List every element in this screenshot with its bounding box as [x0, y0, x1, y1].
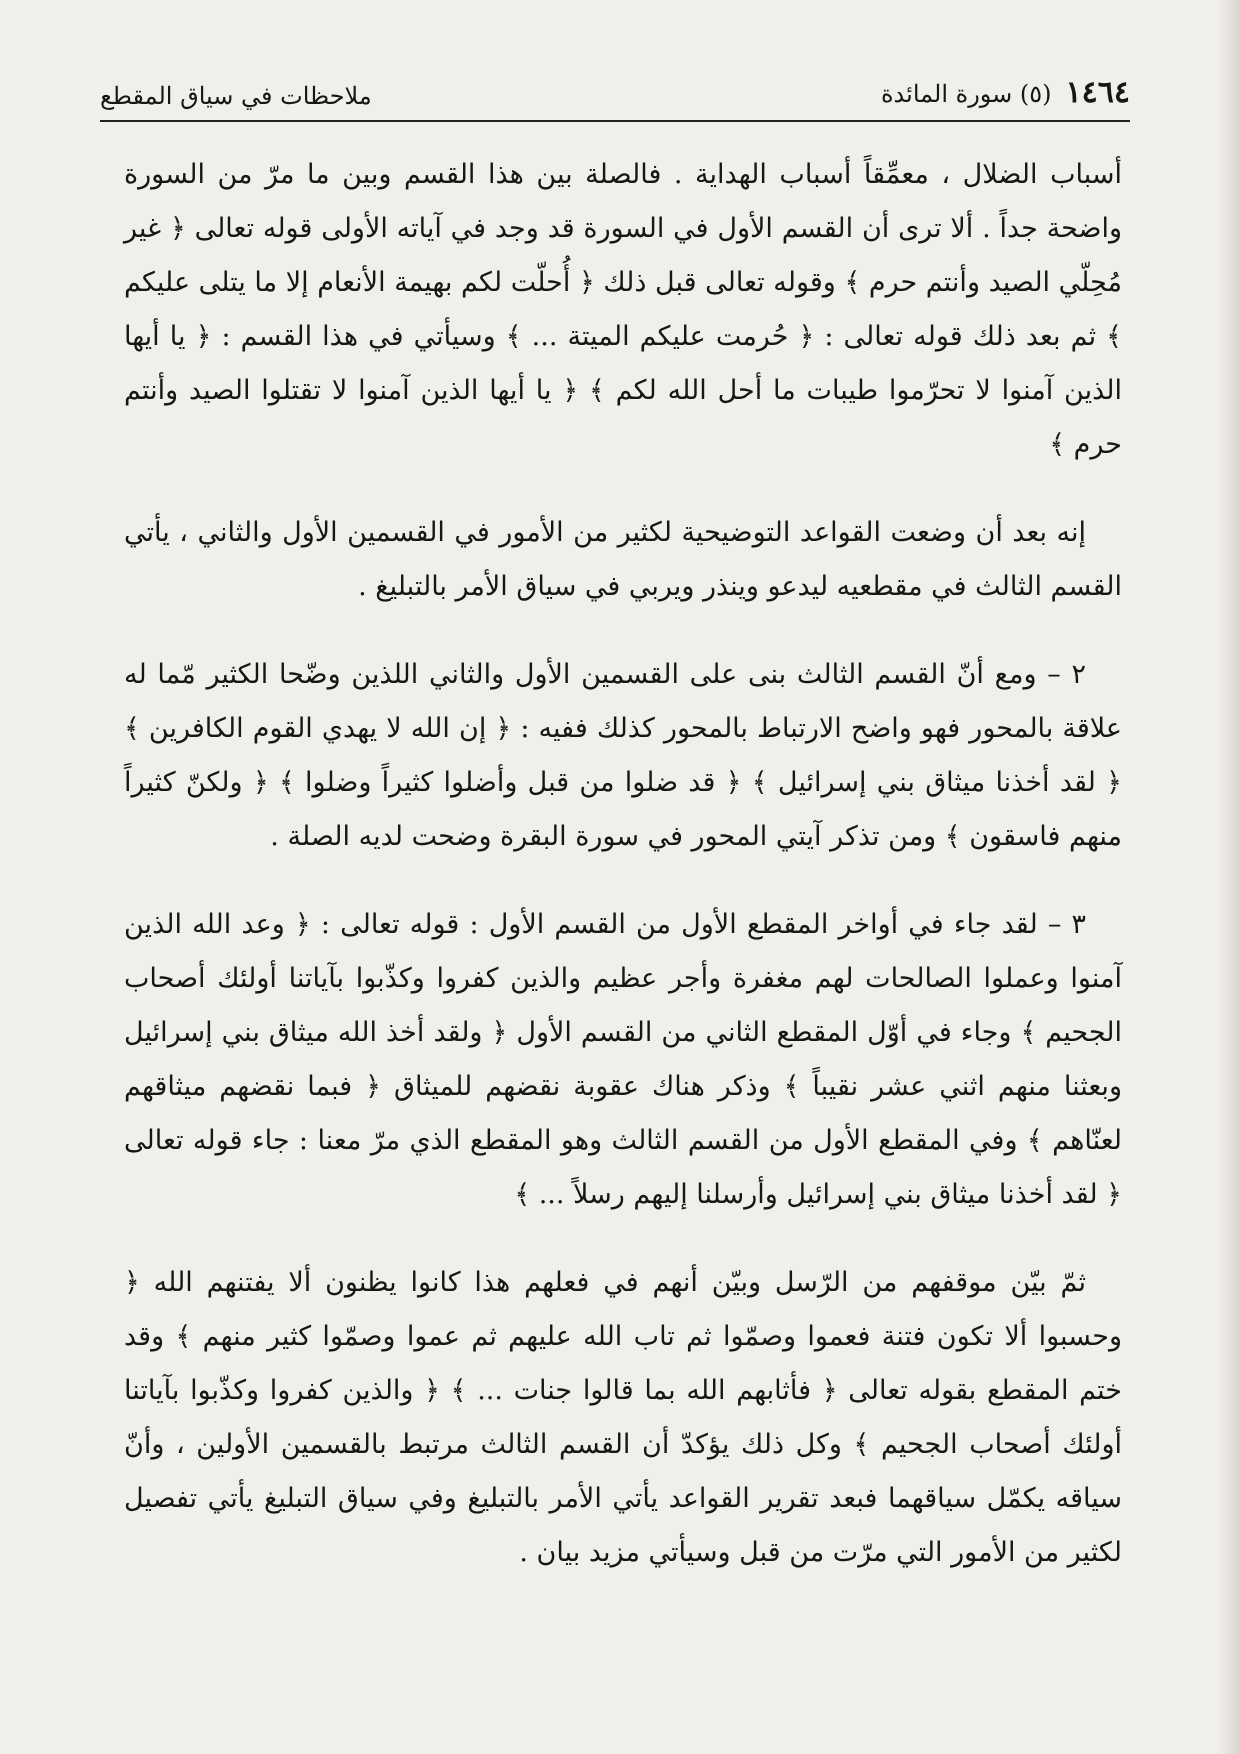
paragraph-2: إنه بعد أن وضعت القواعد التوضيحية لكثير من الأمور في القسمين الأول والثاني ، يأتي القسم الثالث في مقطعيه ليدعو وينذر ويربي في سياق الأمر بالتبليغ .	[124, 517, 1122, 602]
page-number: ١٤٦٤	[1065, 75, 1130, 110]
paragraph-5: ثمّ بيّن موقفهم من الرّسل وبيّن أنهم في فعلهم هذا كانوا يظنون ألا يفتنهم الله ﴿ وحسبوا ألا تكون فتنة فعموا وصمّوا ثم تاب الله عليهم ثم عموا وصمّوا كثير منهم ﴾ وقد ختم المقطع بقوله تعالى ﴿ فأثابهم الله بما قالوا جنات ... ﴾ ﴿ والذين كفروا وكذّبوا بآياتنا أولئك أصحاب الجحيم ﴾ وكل ذلك يؤكدّ أن القسم الثالث مرتبط بالقسمين الأولين ، وأنّ سياقه يكمّل سياقهما فبعد تقرير القواعد يأتي الأمر بالتبليغ وفي سياق التبليغ يأتي تفصيل لكثير من الأمور التي مرّت من قبل وسيأتي مزيد بيان .	[124, 1267, 1122, 1568]
page-body	[124, 148, 1122, 1614]
paragraph-4: ٣ – لقد جاء في أواخر المقطع الأول من القسم الأول : قوله تعالى : ﴿ وعد الله الذين آمنوا وعملوا الصالحات لهم مغفرة وأجر عظيم والذين كفروا وكذّبوا بآياتنا أولئك أصحاب الجحيم ﴾ وجاء في أوّل المقطع الثاني من القسم الأول ﴿ ولقد أخذ الله ميثاق بني إسرائيل وبعثنا منهم اثني عشر نقيباً ﴾ وذكر هناك عقوبة نقضهم للميثاق ﴿ فبما نقضهم ميثاقهم لعنّاهم ﴾ وفي المقطع الأول من القسم الثالث وهو المقطع الذي مرّ معنا : جاء قوله تعالى ﴿ لقد أخذنا ميثاق بني إسرائيل وأرسلنا إليهم رسلاً ... ﴾	[124, 909, 1122, 1210]
surah-name: (٥) سورة المائدة	[880, 80, 1052, 108]
page-header	[100, 70, 1130, 110]
header-divider	[100, 120, 1130, 122]
page-edge-shadow	[1218, 0, 1240, 1754]
header-right-group	[881, 75, 1130, 110]
paragraph-3: ٢ – ومع أنّ القسم الثالث بنى على القسمين الأول والثاني اللذين وضّحا الكثير مّما له علاقة بالمحور فهو واضح الارتباط بالمحور كذلك ففيه : ﴿ إن الله لا يهدي القوم الكافرين ﴾ ﴿ لقد أخذنا ميثاق بني إسرائيل ﴾ ﴿ قد ضلوا من قبل وأضلوا كثيراً وضلوا ﴾ ﴿ ولكنّ كثيراً منهم فاسقون ﴾ ومن تذكر آيتي المحور في سورة البقرة وضحت لديه الصلة .	[124, 659, 1122, 852]
paragraph-1: أسباب الضلال ، معمِّقاً أسباب الهداية . فالصلة بين هذا القسم وبين ما مرّ من السورة واضحة جداً . ألا ترى أن القسم الأول في السورة قد وجد في آياته الأولى قوله تعالى ﴿ غير مُحِلّي الصيد وأنتم حرم ﴾ وقوله تعالى قبل ذلك ﴿ أُحلّت لكم بهيمة الأنعام إلا ما يتلى عليكم ﴾ ثم بعد ذلك قوله تعالى : ﴿ حُرمت عليكم الميتة ... ﴾ وسيأتي في هذا القسم : ﴿ يا أيها الذين آمنوا لا تحرّموا طيبات ما أحل الله لكم ﴾ ﴿ يا أيها الذين آمنوا لا تقتلوا الصيد وأنتم حرم ﴾	[124, 159, 1122, 460]
section-title: ملاحظات في سياق المقطع	[100, 82, 372, 110]
